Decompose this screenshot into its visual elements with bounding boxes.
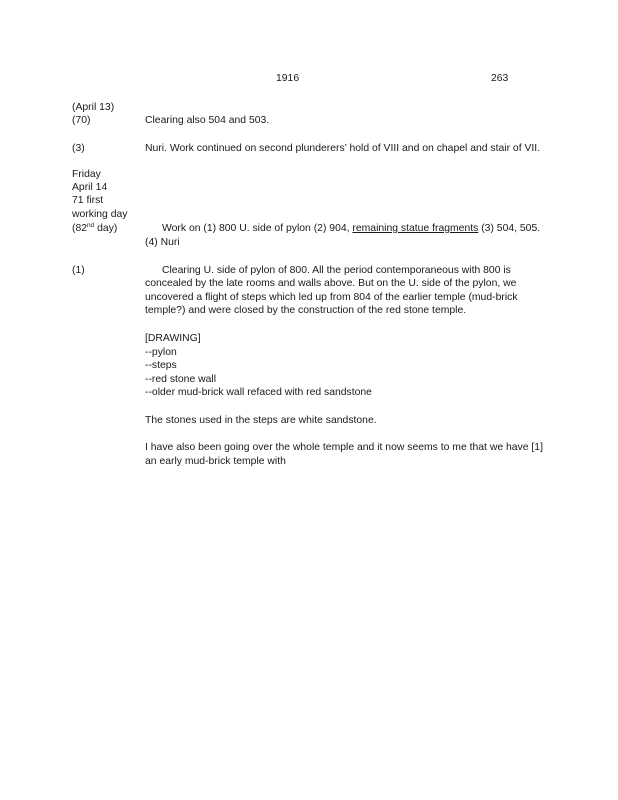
drawing-legend-item: --pylon bbox=[145, 347, 177, 358]
entry-date-april-14: April 14 bbox=[72, 182, 108, 193]
paragraph-line: an early mud-brick temple with bbox=[145, 456, 286, 467]
entry-day-number-71: 71 first bbox=[72, 195, 104, 206]
entry-weekday: Friday bbox=[72, 169, 101, 180]
paragraph-line: Clearing U. side of pylon of 800. All the period contemporaneous with 800 is bbox=[162, 265, 511, 276]
entry-text: Work on (1) 800 U. side of pylon (2) 904, remaining statue fragments (3) 504, 505. bbox=[162, 223, 541, 234]
entry-working-day: working day bbox=[72, 209, 128, 220]
underlined-phrase: remaining statue fragments bbox=[352, 223, 479, 234]
entry-text-line2: (4) Nuri bbox=[145, 237, 180, 248]
entry-label-3: (3) bbox=[72, 143, 85, 154]
drawing-legend-item: --red stone wall bbox=[145, 374, 217, 385]
paragraph-line: uncovered a flight of steps which led up from 804 of the earlier temple (mud-brick bbox=[145, 292, 518, 303]
drawing-legend-item: --older mud-brick wall refaced with red sandstone bbox=[145, 387, 372, 398]
note-text: The stones used in the steps are white sandstone. bbox=[145, 415, 377, 426]
paragraph-line: temple?) and were closed by the construction of the red stone temple. bbox=[145, 305, 467, 316]
drawing-legend-item: --steps bbox=[145, 360, 177, 371]
paragraph-line: concealed by the late rooms and walls above. But on the U. side of the pylon, we bbox=[145, 278, 517, 289]
entry-label-1: (1) bbox=[72, 265, 85, 276]
entry-day-number-70: (70) bbox=[72, 115, 91, 126]
drawing-placeholder: [DRAWING] bbox=[145, 333, 201, 344]
entry-day-count: (82nd day) bbox=[72, 222, 118, 234]
paragraph-line: I have also been going over the whole temple and it now seems to me that we have [1] bbox=[145, 442, 543, 453]
entry-text: Clearing also 504 and 503. bbox=[145, 115, 270, 126]
entry-text: Nuri. Work continued on second plunderers’ hold of VIII and on chapel and stair of VII. bbox=[145, 143, 541, 154]
entry-date-april-13: (April 13) bbox=[72, 102, 115, 113]
header-year: 1916 bbox=[276, 73, 300, 84]
page-number: 263 bbox=[491, 73, 509, 84]
